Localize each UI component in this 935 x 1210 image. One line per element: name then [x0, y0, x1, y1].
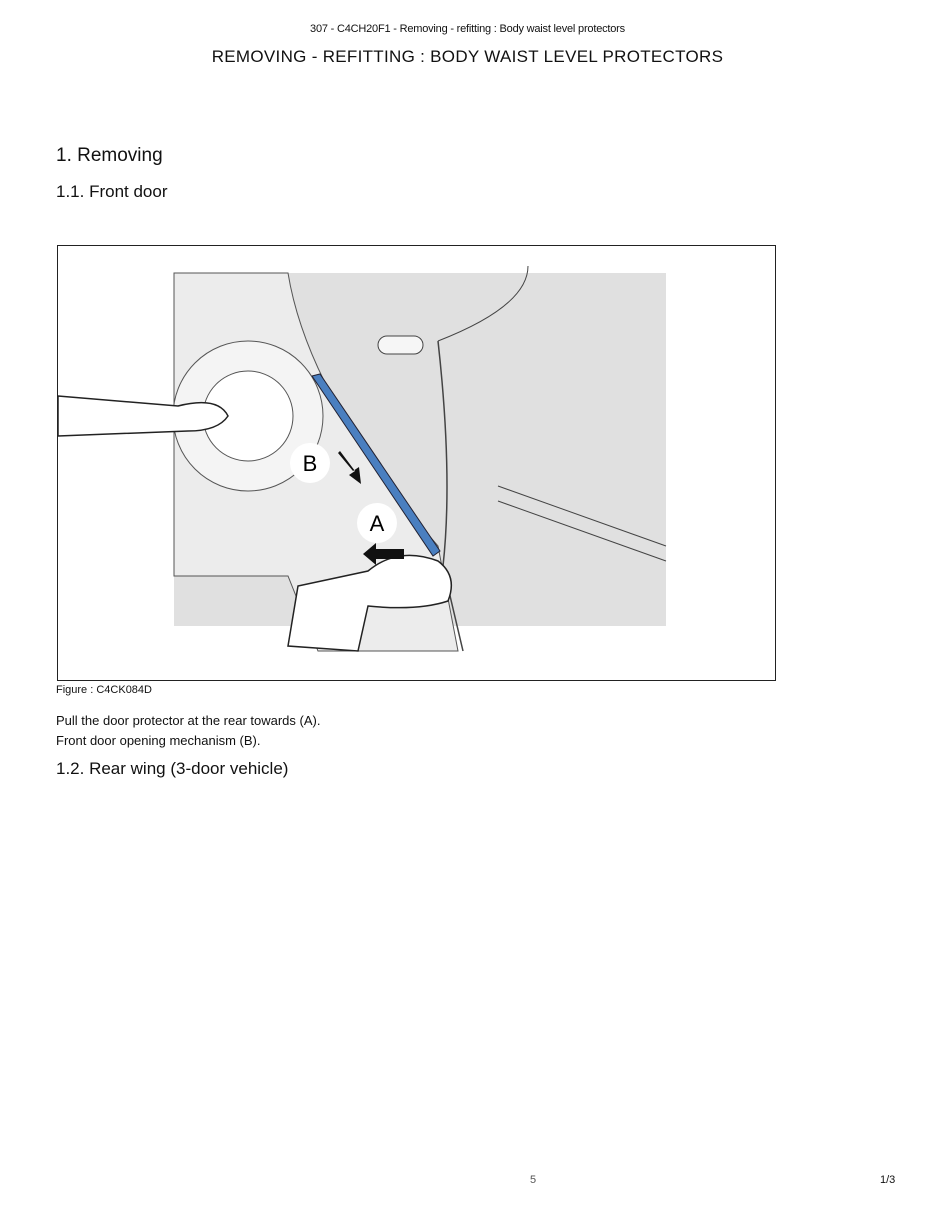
figure-front-door-protector — [57, 245, 776, 681]
subsection-heading-front-door: 1.1. Front door — [56, 182, 168, 201]
illustration — [58, 246, 775, 680]
subsection-heading-rear-wing: 1.2. Rear wing (3-door vehicle) — [56, 759, 289, 778]
page-number: 1/3 — [880, 1174, 896, 1186]
page-title: REMOVING - REFITTING : BODY WAIST LEVEL PROTECTORS — [211, 47, 724, 66]
label-b: B — [302, 451, 318, 476]
left-hand — [58, 396, 228, 436]
instruction-step-a: Pull the door protector at the rear towards (A). — [56, 713, 321, 728]
footer-mark: 5 — [530, 1174, 537, 1186]
instruction-step-b: Front door opening mechanism (B). — [56, 733, 261, 748]
figure-caption: Figure : C4CK084D — [56, 684, 152, 696]
section-heading-removing: 1. Removing — [56, 145, 163, 166]
door-handle — [378, 336, 423, 354]
document-reference: 307 - C4CH20F1 - Removing - refitting : Body waist level protectors — [310, 23, 625, 35]
label-a: A — [369, 511, 385, 536]
